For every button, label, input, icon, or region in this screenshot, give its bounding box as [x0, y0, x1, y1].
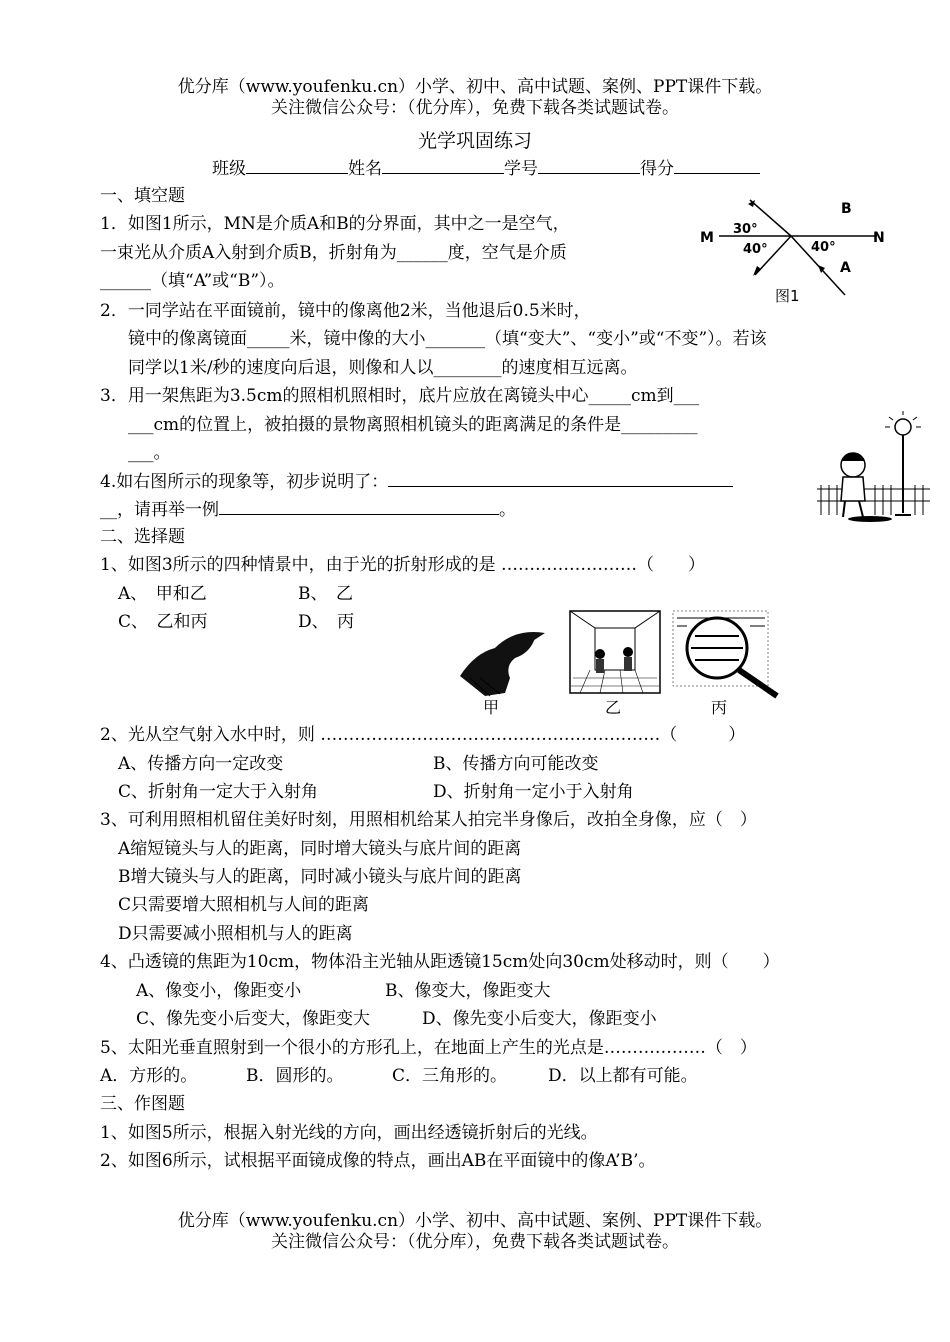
s1-q4-line2 — [100, 498, 516, 521]
header-line-1: 优分库（www.youfenku.cn）小学、初中、高中试题、案例、PPT课件下载。 — [177, 77, 773, 97]
s2-q4-opt-d[interactable]: D、像先变小后变大，像距变小 — [422, 1009, 657, 1029]
s1-q3-line1: 3．用一架焦距为3.5cm的照相机照相时，底片应放在离镜头中心_____cm到___ — [100, 386, 700, 406]
refracted-arrow — [753, 266, 761, 276]
s2-q2-opt-b[interactable]: B、传播方向可能改变 — [433, 754, 599, 774]
label-jia: 甲 — [483, 698, 500, 717]
section-3-heading: 三、作图题 — [100, 1094, 185, 1114]
s1-q2-line3: 同学以1米/秒的速度向后退，则像和人以________的速度相互远离。 — [128, 358, 638, 378]
s2-q5-opt-b[interactable]: B．圆形的。 — [246, 1066, 344, 1086]
s1-q3-line3: ___。 — [128, 443, 171, 463]
s2-q5-opt-a[interactable]: A．方形的。 — [100, 1066, 198, 1086]
s2-q1-opt-b[interactable]: B、 乙 — [298, 584, 353, 604]
s2-q4-opt-b[interactable]: B、像变大，像距变大 — [385, 981, 551, 1001]
s1-q1-line2: 一束光从介质A入射到介质B，折射角为______度，空气是介质 — [100, 243, 567, 263]
s1-q4-line1 — [100, 470, 733, 493]
class-label: 班级 — [212, 159, 246, 179]
angle-40-left: 40° — [743, 242, 768, 257]
name-label: 姓名 — [348, 159, 382, 179]
section-2-heading: 二、选择题 — [100, 527, 185, 547]
scene-bing-magnifier — [673, 611, 777, 717]
s2-q5-opt-d[interactable]: D．以上都有可能。 — [548, 1066, 698, 1086]
footer-line-2: 关注微信公众号：（优分库），免费下载各类试题试卷。 — [271, 1232, 679, 1252]
s2-q4-opt-a[interactable]: A、像变小，像距变小 — [136, 981, 302, 1001]
s2-q1-opt-a[interactable]: A、 甲和乙 — [118, 584, 207, 604]
boy-shadow-illustration — [815, 405, 935, 525]
s2-q2-opt-a[interactable]: A、传播方向一定改变 — [118, 754, 284, 774]
s2-q4-opt-c[interactable]: C、像先变小后变大，像距变大 — [136, 1009, 371, 1029]
figure-3-scenes — [455, 608, 795, 720]
lamp-bulb — [895, 419, 911, 435]
s2-q1-opt-c[interactable]: C、 乙和丙 — [118, 612, 208, 632]
label-a: A — [840, 260, 851, 276]
score-blank[interactable] — [674, 157, 760, 174]
angle-30: 30° — [733, 222, 758, 237]
s1-q4-period: 。 — [499, 500, 516, 520]
s3-q1: 1、如图5所示，根据入射光线的方向，画出经透镜折射后的光线。 — [100, 1123, 598, 1143]
fence — [817, 485, 930, 515]
footer-line-1: 优分库（www.youfenku.cn）小学、初中、高中试题、案例、PPT课件下载。 — [177, 1211, 773, 1231]
s1-q1-line1: 1．如图1所示，MN是介质A和B的分界面，其中之一是空气， — [100, 214, 570, 234]
class-blank[interactable] — [246, 157, 348, 174]
s1-q4-text: 4.如右图所示的现象等，初步说明了： — [100, 472, 389, 492]
boy-hair — [841, 453, 865, 461]
student-info-row — [212, 157, 760, 180]
s1-q2-line1: 2．一同学站在平面镜前，镜中的像离他2米，当他退后0.5米时， — [100, 301, 591, 321]
boy-legs — [843, 501, 863, 517]
s2-q4-stem: 4、凸透镜的焦距为10cm，物体沿主光轴从距透镜15cm处向30cm处移动时，则（ ） — [100, 952, 780, 972]
s2-q3-opt-d[interactable]: D只需要减小照相机与人的距离 — [118, 924, 353, 944]
page-title: 光学巩固练习 — [417, 130, 532, 152]
label-m: M — [700, 230, 714, 246]
s2-q3-opt-c[interactable]: C只需要增大照相机与人间的距离 — [118, 895, 370, 915]
label-yi: 乙 — [605, 698, 622, 717]
figure-1-caption: 图1 — [775, 287, 800, 305]
s2-q3-stem: 3、可利用照相机留住美好时刻，用照相机给某人拍完半身像后，改拍全身像，应（ ） — [100, 810, 757, 830]
header-line-2: 关注微信公众号：（优分库），免费下载各类试题试卷。 — [271, 98, 679, 118]
id-blank[interactable] — [538, 157, 640, 174]
s2-q3-opt-b[interactable]: B增大镜头与人的距离，同时减小镜头与底片间的距离 — [118, 867, 522, 887]
s2-q2-opt-d[interactable]: D、折射角一定小于入射角 — [433, 782, 634, 802]
scene-jia-hand-shadow — [460, 632, 545, 717]
section-1-heading: 一、填空题 — [100, 186, 185, 206]
s2-q1-stem: 1、如图3所示的四种情景中，由于光的折射形成的是 ……………………（ ） — [100, 555, 706, 575]
s2-q2-stem: 2、光从空气射入水中时，则 ……………………………………………………（ ） — [100, 725, 746, 745]
s3-q2: 2、如图6所示，试根据平面镜成像的特点，画出AB在平面镜中的像A’B’。 — [100, 1151, 656, 1171]
angle-40-right: 40° — [811, 240, 836, 255]
score-label: 得分 — [640, 159, 674, 179]
id-label: 学号 — [504, 159, 538, 179]
boy-shadow — [848, 516, 892, 522]
figure-1-refraction — [695, 195, 895, 310]
q4-answer-blank[interactable] — [388, 470, 733, 487]
s1-q2-line2: 镜中的像离镜面_____米，镜中像的大小_______（填“变大”、“变小”或“不变”）。若该 — [128, 329, 767, 349]
name-blank[interactable] — [382, 157, 504, 174]
s2-q1-opt-d[interactable]: D、 丙 — [298, 612, 355, 632]
s2-q5-stem: 5、太阳光垂直照射到一个很小的方形孔上，在地面上产生的光点是………………（ ） — [100, 1038, 757, 1058]
s1-q3-line2: ___cm的位置上，被拍摄的景物离照相机镜头的距离满足的条件是_________ — [128, 415, 698, 435]
boy-body — [841, 477, 865, 501]
s2-q5-opt-c[interactable]: C．三角形的。 — [392, 1066, 508, 1086]
s2-q2-opt-c[interactable]: C、折射角一定大于入射角 — [118, 782, 319, 802]
s2-q3-opt-a[interactable]: A缩短镜头与人的距离，同时增大镜头与底片间的距离 — [118, 839, 522, 859]
scene-yi-mirror — [570, 611, 660, 717]
s1-q4-example-text: __，请再举一例 — [100, 500, 219, 520]
q4-example-blank[interactable] — [219, 498, 499, 515]
label-bing: 丙 — [711, 698, 728, 717]
s1-q1-line3: ______（填“A”或“B”）。 — [100, 271, 285, 291]
label-n: N — [873, 230, 885, 246]
label-b: B — [841, 201, 852, 217]
